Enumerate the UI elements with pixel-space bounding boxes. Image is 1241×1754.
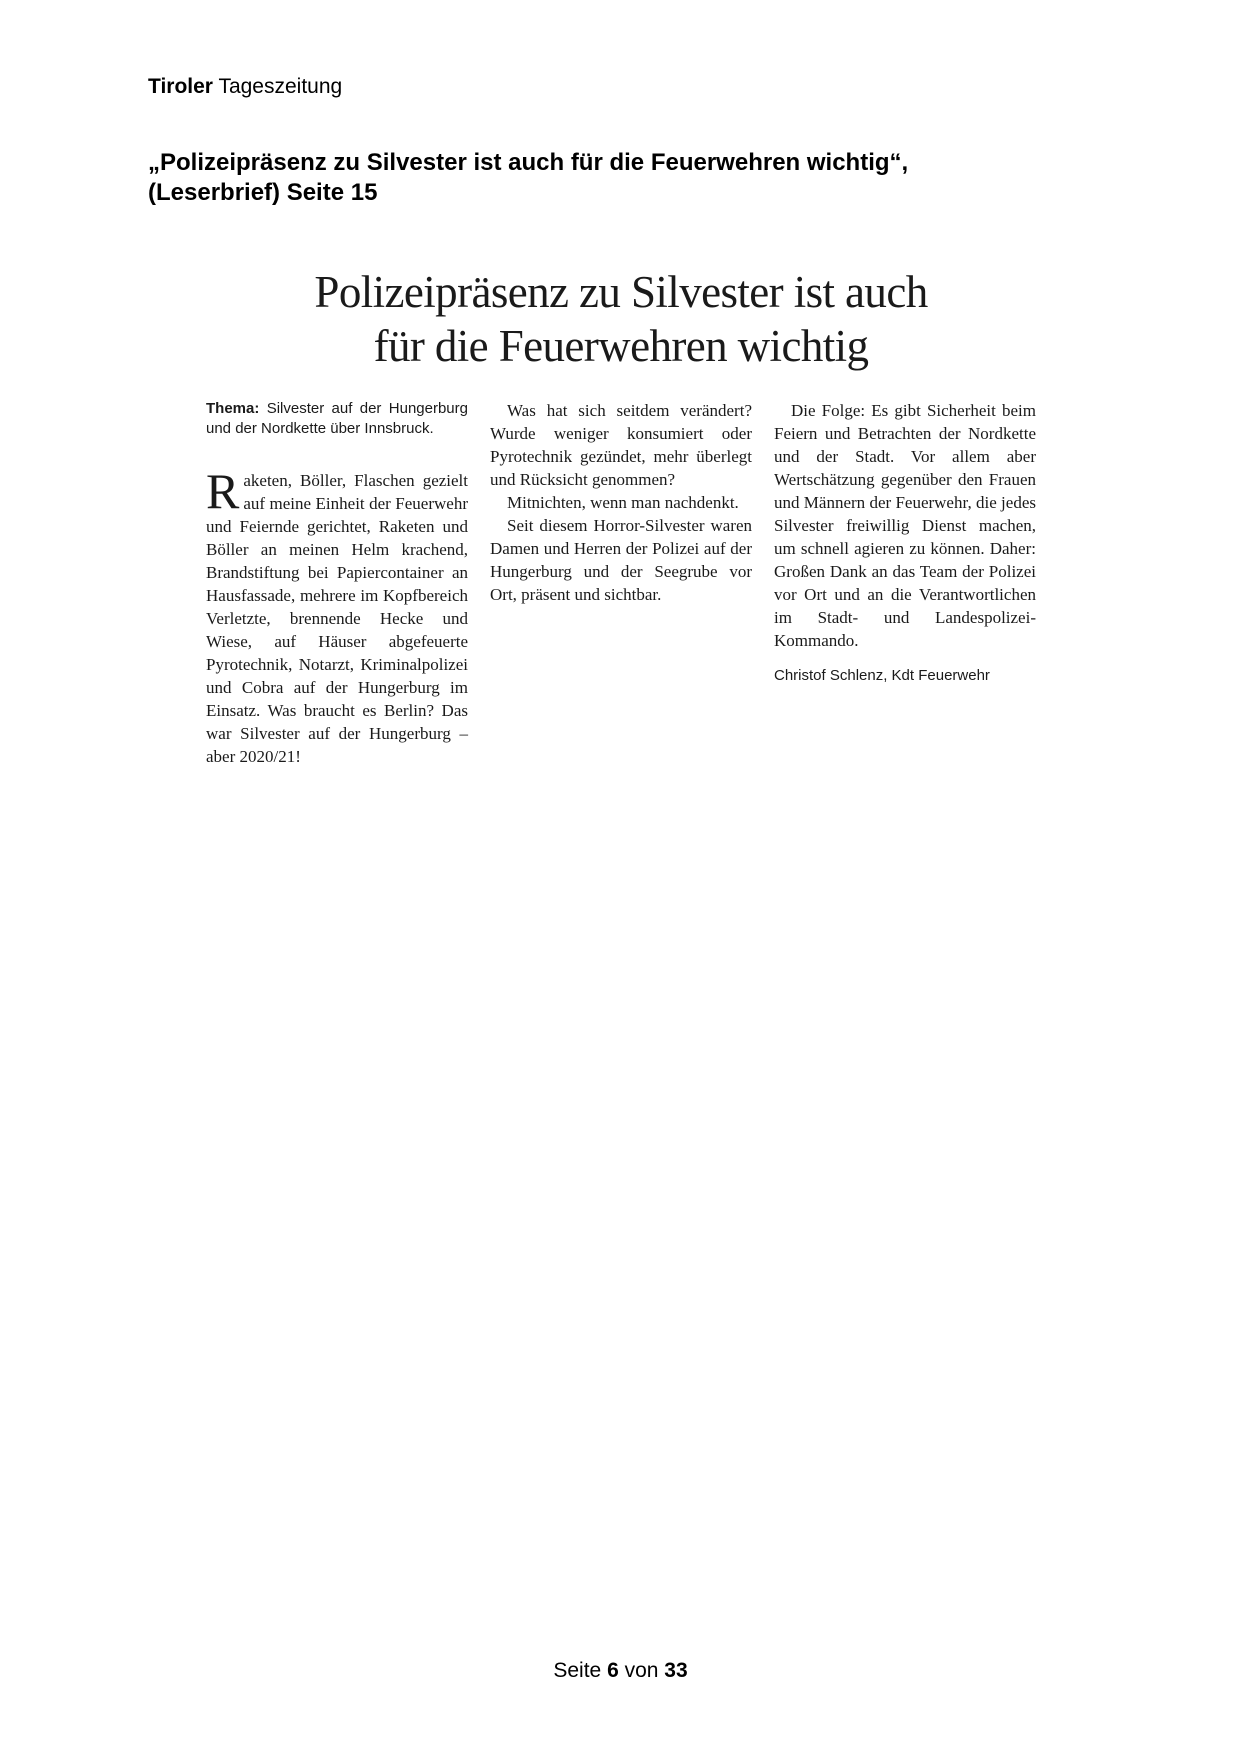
article-topic [206,399,468,439]
page-number-total: 33 [664,1659,688,1682]
drop-cap: R [206,463,240,519]
article-headline-line1: Polizeipräsenz zu Silvester ist auch [314,267,928,317]
article-column-3 [774,399,1036,768]
publication-name [148,74,342,100]
article-paragraph-1-text: aketen, Böller, Flaschen gezielt auf meine Einheit der Feuerwehr und Feiernde gerichtet, Raketen und Böller an meinen Helm krachend, Brandstiftung bei Papiercontainer an Hausfassade, mehrere im Kopfbereich Verletzte, brennende Hecke und Wiese, auf Häuser abgefeuerte Pyrotechnik, Notarzt, Kriminalpolizei und Cobra auf der Hungerburg im Einsatz. Was braucht es Berlin? Das war Silvester auf der Hungerburg – aber 2020/21! [206,471,468,766]
document-title-line2: (Leserbrief) Seite 15 [148,179,378,206]
article-paragraph-2: Was hat sich seitdem verändert? Wurde weniger konsumiert oder Pyrotechnik gezündet, mehr überlegt und Rücksicht genommen? [490,401,752,489]
article-headline [206,265,1036,373]
article-paragraph-1 [206,463,468,768]
document-title [148,148,1108,208]
article-columns [206,399,1036,768]
publication-name-bold: Tiroler [148,75,213,98]
article-column-2 [490,399,752,768]
document-title-line1: „Polizeipräsenz zu Silvester ist auch für die Feuerwehren wichtig“, [148,149,909,176]
page-number-prefix: Seite [553,1659,602,1682]
article-topic-label: Thema: [206,400,260,417]
article-paragraph-4: Seit diesem Horror-Silvester waren Damen und Herren der Polizei auf der Hungerburg und der Seegrube vor Ort, präsent und sichtbar. [490,516,752,604]
newspaper-clipping [206,265,1036,768]
page-number-middle: von [624,1659,659,1682]
article-author: Christof Schlenz, Kdt Feuerwehr [774,667,990,684]
page-number-current: 6 [607,1659,619,1682]
article-paragraph-5: Die Folge: Es gibt Sicherheit beim Feiern und Betrachten der Nordkette und der Stadt. Vor allem aber Wertschätzung gegenüber den Frauen und Männern der Feuerwehr, die jedes Silvester freiwillig Dienst machen, um schnell agieren zu können. Daher: Großen Dank an das Team der Polizei vor Ort und an die Verantwortlichen im Stadt- und Landespolizei-Kommando. [774,401,1036,650]
article-paragraph-3: Mitnichten, wenn man nachdenkt. [507,493,739,512]
article-column-1 [206,399,468,768]
page-number [0,1658,1241,1684]
article-headline-line2: für die Feuerwehren wichtig [373,321,869,371]
publication-name-rest: Tageszeitung [218,75,343,98]
article-topic-text: Silvester auf der Hungerburg und der Nordkette über Innsbruck. [206,400,468,437]
